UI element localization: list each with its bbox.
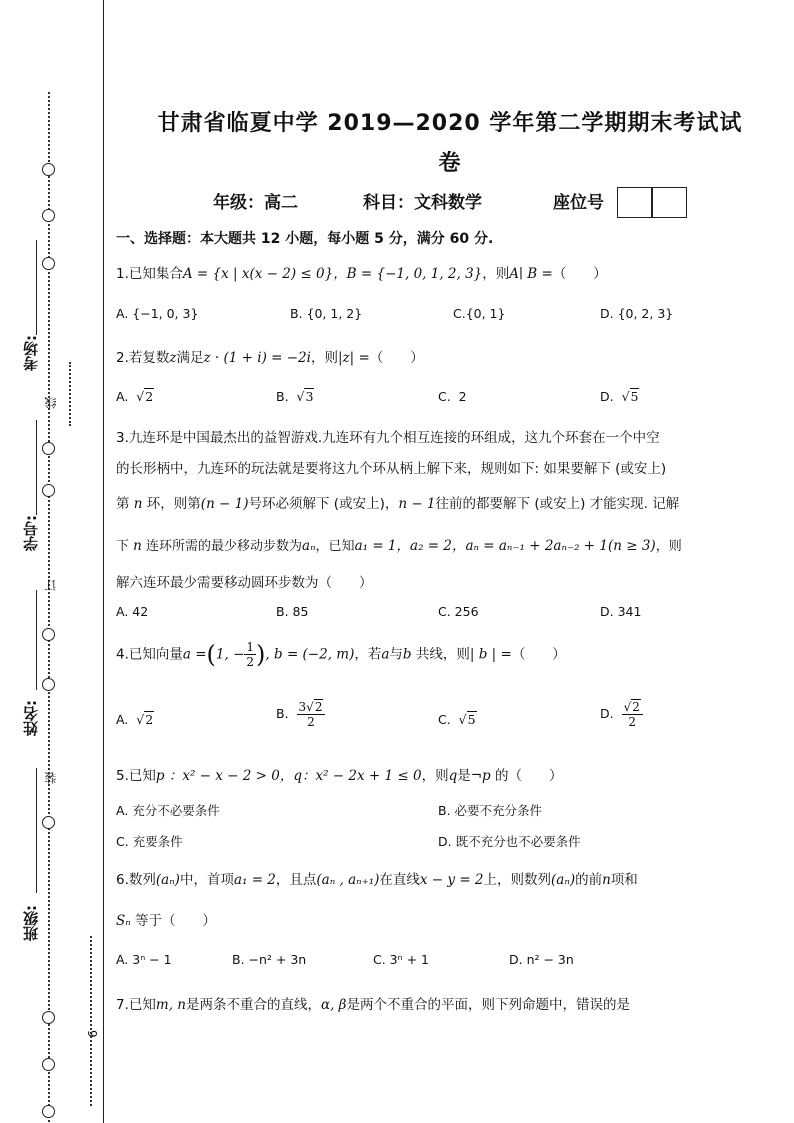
radicand: 5 — [630, 389, 639, 404]
dotted-binding-line — [48, 92, 50, 1122]
q3-math: (n − 1) — [200, 496, 249, 512]
q4-stem: ，若 — [354, 646, 382, 663]
question-3-line-4 — [116, 534, 682, 554]
q5-option-b[interactable]: B. 必要不充分条件 — [438, 803, 543, 818]
q3-text: 第 — [116, 496, 130, 512]
radicand: 2 — [632, 700, 640, 714]
q6-stem: 项和 — [610, 872, 638, 888]
option-label: B. — [276, 706, 289, 721]
q1-set-a: A = {x | x(x − 2) ≤ 0} — [182, 266, 334, 282]
fraction-denominator: 2 — [628, 715, 637, 729]
q2-option-d[interactable]: D. √5 — [600, 389, 639, 404]
q5-option-c[interactable]: C. 充要条件 — [116, 834, 183, 849]
binding-hole — [42, 1058, 55, 1071]
option-label: B. — [276, 389, 289, 404]
option-label: A. — [116, 389, 129, 404]
q1-option-a[interactable]: A. {−1, 0, 3} — [116, 306, 199, 321]
q6-stem: 中，首项 — [179, 872, 234, 888]
question-3-line-2: 的长形柄中，九连环的玩法就是要将这九个环从柄上解下来，规则如下: 如果要解下 (或安上) — [116, 461, 667, 477]
question-6 — [116, 868, 638, 888]
binding-hole — [42, 442, 55, 455]
q3-math: aₙ — [302, 538, 316, 554]
q5-math: ¬p — [470, 768, 491, 784]
q2-stem: 2.若复数 — [116, 350, 170, 366]
q1-set-b: ，B = {−1, 0, 1, 2, 3} — [333, 266, 483, 282]
q3-math: ，a₂ = 2 — [396, 538, 452, 554]
fill-line — [36, 240, 37, 335]
q4-stem: 4.已知向量 — [116, 646, 183, 663]
q3-text: 号环必须解下 (或安上)， — [248, 496, 399, 512]
q3-math: ，aₙ = aₙ₋₁ + 2aₙ₋₂ + 1(n ≥ 3) — [451, 538, 656, 554]
q5-option-d[interactable]: D. 既不充分也不必要条件 — [438, 834, 581, 849]
q6-option-c[interactable]: C. 3ⁿ + 1 — [373, 952, 429, 967]
q3-text: 往前的都要解下 (或安上) 才能实现. 记解 — [435, 496, 680, 512]
q4-option-a[interactable]: A. √2 — [116, 712, 154, 727]
option-label: C. — [438, 389, 451, 404]
q4-option-d[interactable]: D. $\frac{√2}{2}$ — [600, 700, 643, 729]
seat-label: 座位号 — [553, 193, 604, 213]
q3-math: n — [133, 538, 142, 554]
margin-number: 6 — [86, 1030, 100, 1038]
q7-stem: 是两个不重合的平面，则下列命题中，错误的是 — [346, 997, 630, 1013]
q3-math: n — [133, 496, 143, 512]
q2-equation: z · (1 + i) = −2i — [203, 350, 311, 366]
q5-stem: 5.已知 — [116, 768, 156, 784]
q2-blank: （ ） — [369, 350, 424, 366]
exam-room-label: 考场: — [22, 335, 40, 371]
q6-math: (aₙ) — [551, 872, 576, 888]
q5-blank: 的（ ） — [495, 768, 563, 784]
radicand: 3 — [305, 389, 314, 404]
question-2 — [116, 346, 424, 366]
q6-stem: 上，则数列 — [483, 872, 552, 888]
q5-math: q — [448, 768, 458, 784]
q6-option-a[interactable]: A. 3ⁿ − 1 — [116, 952, 172, 967]
q5-stem: ，则 — [421, 768, 449, 784]
name-label: 姓名: — [22, 700, 40, 736]
cut-mark-zhuang: 装 — [44, 772, 58, 784]
question-7 — [116, 993, 630, 1013]
q7-math: m, n — [155, 997, 186, 1013]
q3-text: ，则 — [655, 539, 682, 554]
fraction-denominator: 2 — [307, 715, 315, 729]
option-value: 2 — [458, 389, 467, 404]
q5-math: p — [155, 768, 165, 784]
q4-math: a — [381, 646, 390, 663]
question-5 — [116, 764, 563, 784]
q4-math: b — [402, 646, 412, 663]
q3-option-d[interactable]: D. 341 — [600, 604, 642, 619]
q4-option-b[interactable]: B. $\frac{3√2}{2}$ — [276, 700, 325, 729]
exam-title: 甘肃省临夏中学 2019—2020 学年第二学期期末考试试 — [157, 111, 743, 136]
q2-option-b[interactable]: B. √3 — [276, 389, 314, 404]
question-3-line-5: 解六连环最少需要移动圆环步数为（ ） — [116, 575, 373, 591]
subject-field: 科目：文科数学 — [363, 193, 482, 213]
fill-line — [36, 768, 37, 893]
option-label: C. — [438, 712, 451, 727]
q3-text: ，已知 — [315, 539, 355, 554]
q2-stem: 满足 — [176, 350, 204, 366]
q1-stem: ，则 — [482, 266, 510, 282]
binding-hole — [42, 678, 55, 691]
q7-math: α, β — [320, 997, 347, 1013]
cut-mark-xian: 线 — [44, 397, 58, 409]
q2-option-a[interactable]: A. √2 — [116, 389, 154, 404]
q6-stem: ，且点 — [275, 872, 317, 888]
q3-math: n − 1 — [398, 496, 436, 512]
q4-option-c[interactable]: C. √5 — [438, 712, 476, 727]
radicand: 2 — [145, 712, 154, 727]
q4-stem: 与 — [389, 646, 403, 663]
option-label: A. — [116, 712, 129, 727]
q4-stem: 共线，则 — [415, 646, 470, 663]
radicand: 2 — [145, 389, 154, 404]
q2-var: z — [169, 350, 177, 366]
fill-line — [36, 420, 37, 515]
q6-stem: 6.数列 — [116, 872, 156, 888]
q4-math: 1, − — [215, 646, 245, 663]
q4-blank: （ ） — [511, 646, 566, 663]
q4-vector-a: a = — [182, 646, 207, 663]
dotted-mark — [90, 936, 92, 1106]
q2-option-c[interactable] — [438, 389, 467, 404]
fill-line — [36, 590, 37, 690]
dotted-mark — [69, 362, 71, 426]
binding-hole — [42, 628, 55, 641]
radicand: 2 — [314, 700, 323, 714]
student-id-label: 学号: — [22, 515, 40, 551]
question-1 — [116, 262, 607, 282]
q6-option-b[interactable]: B. −n² + 3n — [232, 952, 307, 967]
class-label: 班级: — [22, 905, 40, 941]
seat-number-box[interactable] — [617, 187, 687, 218]
q5-math: ：x² − x − 2 > 0 — [168, 768, 280, 784]
q5-stem: 是 — [457, 768, 471, 784]
q6-stem: 的前 — [575, 872, 603, 888]
q6-math: x − y = 2 — [419, 872, 484, 888]
fraction-denominator: 2 — [246, 655, 255, 669]
q5-option-a[interactable]: A. 充分不必要条件 — [116, 803, 220, 818]
q1-stem: 1.已知集合 — [116, 266, 183, 282]
q1-blank: （ ） — [552, 266, 607, 282]
q4-vector-b: , b = (−2, m) — [265, 646, 355, 663]
q3-option-a[interactable]: A. 42 — [116, 604, 149, 619]
option-label: D. — [600, 706, 614, 721]
q1-option-c[interactable]: C.{0, 1} — [453, 306, 506, 321]
q7-stem: 7.已知 — [116, 997, 156, 1013]
fraction-numerator: 1 — [246, 640, 255, 654]
binding-hole — [42, 257, 55, 270]
q1-option-b[interactable]: B. {0, 1, 2} — [290, 306, 363, 321]
binding-hole — [42, 1105, 55, 1118]
q2-stem: ，则 — [310, 350, 338, 366]
q6-option-d[interactable]: D. n² − 3n — [509, 952, 574, 967]
section-heading: 一、选择题：本大题共 12 小题，每小题 5 分，满分 60 分. — [116, 231, 494, 247]
option-label: D. — [600, 389, 614, 404]
q6-math: Sₙ — [116, 913, 131, 929]
binding-line — [103, 0, 104, 1123]
question-3-line-3 — [116, 492, 679, 512]
q3-text: 环，则第 — [146, 496, 201, 512]
q3-option-c[interactable]: C. 256 — [438, 604, 479, 619]
binding-hole — [42, 163, 55, 176]
q1-option-d[interactable]: D. {0, 2, 3} — [600, 306, 674, 321]
cut-mark-ding: 订 — [44, 579, 58, 591]
q7-stem: 是两条不重合的直线， — [185, 997, 321, 1013]
exam-title-cont: 卷 — [438, 151, 462, 176]
question-3-line-1: 3.九连环是中国最杰出的益智游戏.九连环有九个相互连接的环组成，这九个环套在一个中空 — [116, 430, 660, 446]
q3-text: 连环所需的最少移动步数为 — [146, 539, 303, 554]
q6-blank: 等于（ ） — [135, 913, 217, 929]
q6-math: (aₙ , aₙ₊₁) — [316, 872, 380, 888]
fraction-numerator: 3 — [298, 700, 307, 714]
q2-modulus: |z| = — [337, 350, 370, 366]
q6-math: a₁ = 2 — [233, 872, 276, 888]
binding-hole — [42, 484, 55, 497]
q3-math: a₁ = 1 — [354, 538, 397, 554]
q1-expr: A∣ B = — [509, 266, 553, 282]
q6-math: (aₙ) — [155, 872, 180, 888]
radicand: 5 — [467, 712, 476, 727]
q3-text: 下 — [116, 539, 130, 554]
binding-hole — [42, 816, 55, 829]
question-6-line-2 — [116, 909, 216, 929]
q6-stem: 在直线 — [379, 872, 420, 888]
q6-math: n — [602, 872, 611, 888]
binding-hole — [42, 209, 55, 222]
question-4: 4.已知向量a =(1, − $\frac{1}{2}$ ), b = (−2, m)，若a与b 共线，则| b | =（ ） — [116, 640, 566, 669]
q5-math: ，q：x² − 2x + 1 ≤ 0 — [279, 768, 422, 784]
binding-hole — [42, 1011, 55, 1024]
grade-field: 年级：高二 — [213, 193, 298, 213]
q4-math: | b | = — [469, 646, 512, 663]
q3-option-b[interactable]: B. 85 — [276, 604, 309, 619]
